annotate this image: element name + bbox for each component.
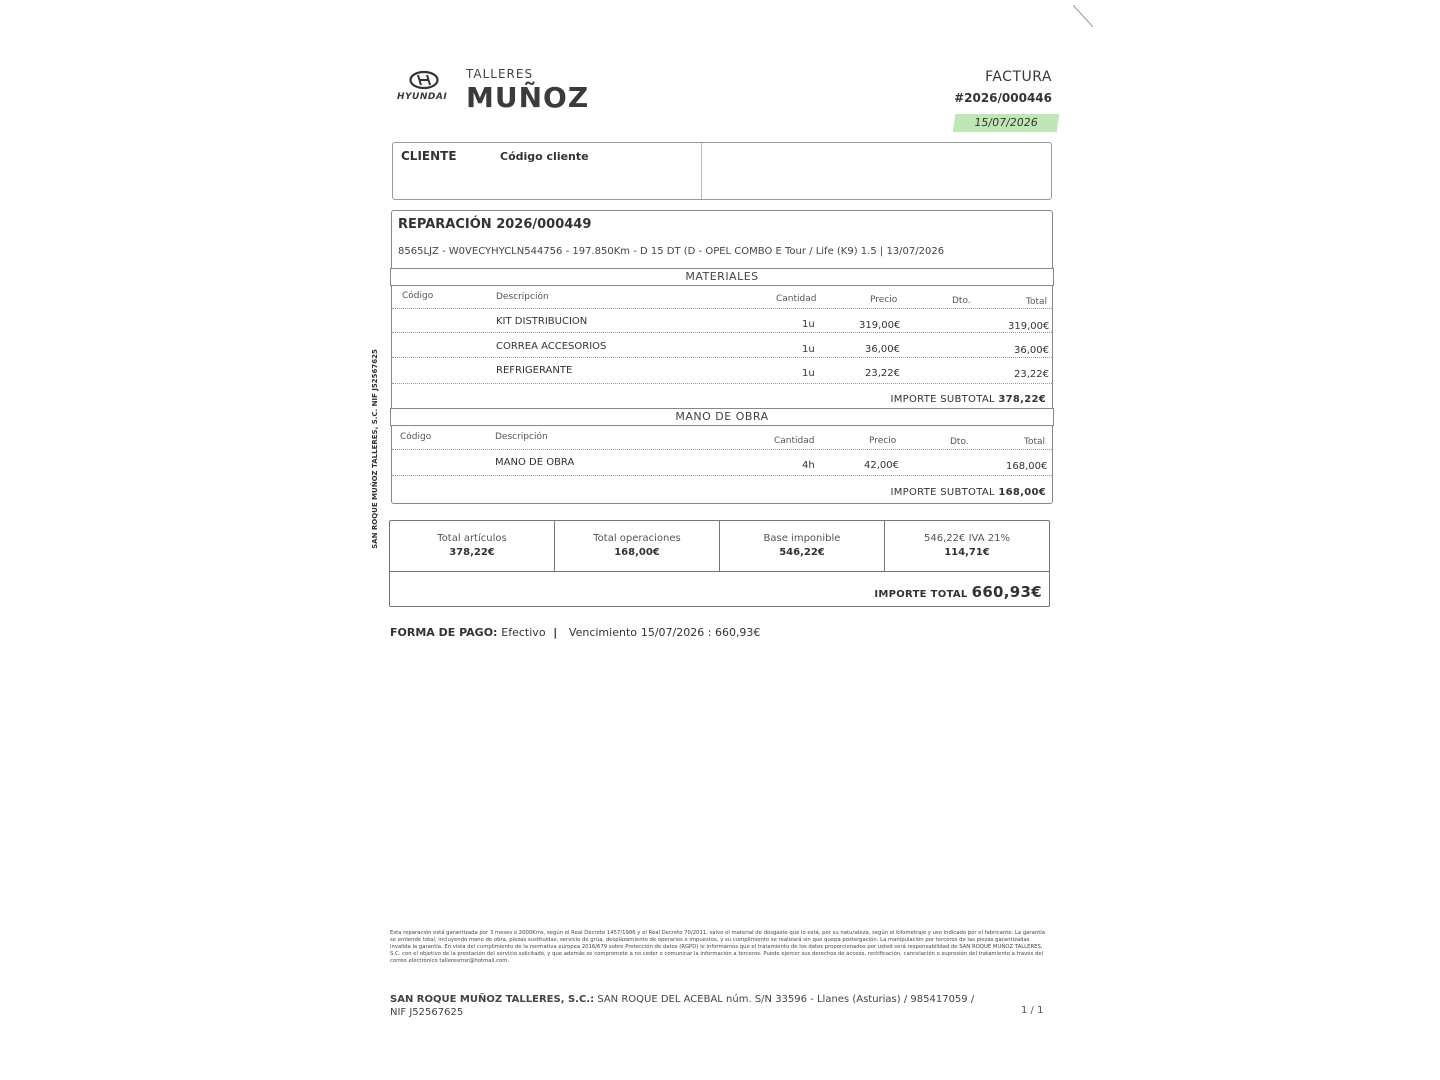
footer-nif: NIF J52567625 <box>390 1007 464 1018</box>
vehicle-info: 8565LJZ - W0VECYHYCLN544756 - 197.850Km - D 15 DT (D - OPEL COMBO E Tour / Life (K9) 1.5 | 13/07/2026 <box>398 246 945 257</box>
page-corner-fold <box>1073 5 1093 27</box>
repair-title: REPARACIÓN 2026/000449 <box>398 217 592 232</box>
item-quantity: 1u <box>802 319 815 330</box>
labor-col-dto: Dto. <box>950 437 969 447</box>
invoice-number: #2026/000446 <box>954 91 1052 105</box>
payment-label: FORMA DE PAGO: <box>390 626 498 639</box>
total-cell-value: 546,22€ <box>779 547 825 558</box>
row-divider <box>392 475 1052 476</box>
footer-company-line <box>390 994 974 1005</box>
row-divider <box>392 357 1052 358</box>
total-cell-value: 378,22€ <box>449 547 495 558</box>
item-total: 168,00€ <box>1006 461 1048 472</box>
materials-section-header: MATERIALES <box>390 268 1054 286</box>
invoice-page <box>345 5 1093 1075</box>
materials-col-total: Total <box>1026 297 1048 307</box>
totals-box <box>389 520 1050 607</box>
grand-total-label: IMPORTE TOTAL <box>874 589 968 600</box>
total-articulos-cell <box>390 521 555 571</box>
hyundai-emblem-icon <box>409 70 439 90</box>
invoice-date: 15/07/2026 <box>953 114 1060 132</box>
item-price: 319,00€ <box>859 320 901 331</box>
client-box <box>392 142 1052 200</box>
client-box-divider <box>701 143 702 199</box>
item-total: 23,22€ <box>1014 369 1049 380</box>
payment-method: Efectivo <box>501 626 546 639</box>
company-name-small: TALLERES <box>466 67 534 81</box>
payment-separator: | <box>553 626 558 639</box>
materials-col-dto: Dto. <box>952 296 971 306</box>
brand-wordmark: HYUNDAI <box>397 92 448 102</box>
grand-total <box>874 583 1042 601</box>
repair-box <box>391 210 1053 504</box>
base-imponible-cell <box>720 521 885 571</box>
materials-col-codigo: Código <box>402 291 434 301</box>
item-description: MANO DE OBRA <box>495 457 575 468</box>
total-cell-label: Total operaciones <box>593 533 681 544</box>
labor-col-cantidad: Cantidad <box>774 436 815 446</box>
client-label: CLIENTE <box>401 149 457 163</box>
materials-subtotal <box>891 394 1047 405</box>
grand-total-value: 660,93€ <box>971 583 1042 601</box>
company-name: MUÑOZ <box>466 81 590 114</box>
materials-header-line <box>392 308 1052 309</box>
footer-company-name: SAN ROQUE MUÑOZ TALLERES, S.C.: <box>390 994 595 1005</box>
total-operaciones-cell <box>555 521 720 571</box>
due-label: Vencimiento <box>568 626 637 639</box>
item-quantity: 1u <box>802 368 815 379</box>
client-code-label: Código cliente <box>500 150 589 163</box>
page-number: 1 / 1 <box>1021 1005 1044 1016</box>
total-cell-value: 168,00€ <box>614 547 660 558</box>
item-description: REFRIGERANTE <box>496 365 573 376</box>
iva-cell <box>885 521 1050 571</box>
row-divider <box>392 332 1052 333</box>
materials-col-precio: Precio <box>870 295 898 305</box>
totals-divider <box>390 571 1049 572</box>
legal-text: Esta reparación está garantizada por 3 meses o 2000Kms, según el Real Decreto 1457/1986 y el Real Decreto 70/2011, salvo el material de desgaste que lo está, por su naturaleza, según el kilometraje y uso indicado por el fabricante. La garantía se entiende total, incluyendo mano de obra, piezas sustituidas, servicio de grúa, desplazamiento de operarios e impuestos, y su cumplimiento se realizará sin que quepa postergación. La manipulación por terceros de las piezas garantizadas invalida la garantía. En vista del cumplimiento de la normativa europea 2016/679 sobre Protección de datos (RGPD) le informamos que el tratamiento de los datos proporcionados por usted será responsabilidad de SAN ROQUE MUÑOZ TALLERES, S.C. con el objetivo de la prestación del servicio solicitado, y que además se compromete a no ceder o comunicar la información a terceros. Puede ejercer sus derechos de acceso, rectificación, cancelación o supresión del tratamiento a través del correo electrónico talleresmsr@hotmail.com. <box>390 930 1046 964</box>
hyundai-logo <box>397 70 453 106</box>
labor-section-header: MANO DE OBRA <box>390 408 1054 426</box>
labor-subtotal-value: 168,00€ <box>998 487 1046 498</box>
document-type: FACTURA <box>985 69 1052 85</box>
labor-col-total: Total <box>1024 437 1046 447</box>
item-total: 36,00€ <box>1014 345 1049 356</box>
item-total: 319,00€ <box>1008 321 1050 332</box>
item-price: 23,22€ <box>865 368 900 379</box>
side-company-text: SAN ROQUE MUÑOZ TALLERES, S.C. NIF J52567625 <box>371 349 379 549</box>
item-quantity: 4h <box>802 460 815 471</box>
labor-header-line <box>392 449 1052 450</box>
materials-col-descripcion: Descripción <box>496 292 549 302</box>
total-cell-label: Base imponible <box>763 533 841 544</box>
footer-address: SAN ROQUE DEL ACEBAL núm. S/N 33596 - Llanes (Asturias) / 985417059 / <box>597 994 975 1005</box>
labor-subtotal <box>891 487 1047 498</box>
total-cell-value: 114,71€ <box>944 547 990 558</box>
item-description: CORREA ACCESORIOS <box>496 341 607 352</box>
labor-col-descripcion: Descripción <box>495 432 548 442</box>
item-quantity: 1u <box>802 344 815 355</box>
total-cell-label: 546,22€ IVA 21% <box>924 533 1010 544</box>
item-description: KIT DISTRIBUCION <box>496 316 588 327</box>
materials-subtotal-value: 378,22€ <box>998 394 1046 405</box>
due-value: 15/07/2026 : 660,93€ <box>640 626 761 639</box>
labor-col-codigo: Código <box>400 432 432 442</box>
item-price: 42,00€ <box>864 460 899 471</box>
materials-col-cantidad: Cantidad <box>776 294 817 304</box>
materials-subtotal-label: IMPORTE SUBTOTAL <box>890 394 995 405</box>
item-price: 36,00€ <box>865 344 900 355</box>
payment-info <box>390 626 760 639</box>
total-cell-label: Total artículos <box>437 533 507 544</box>
labor-subtotal-label: IMPORTE SUBTOTAL <box>890 487 995 498</box>
row-divider <box>392 383 1052 384</box>
labor-col-precio: Precio <box>869 436 897 446</box>
